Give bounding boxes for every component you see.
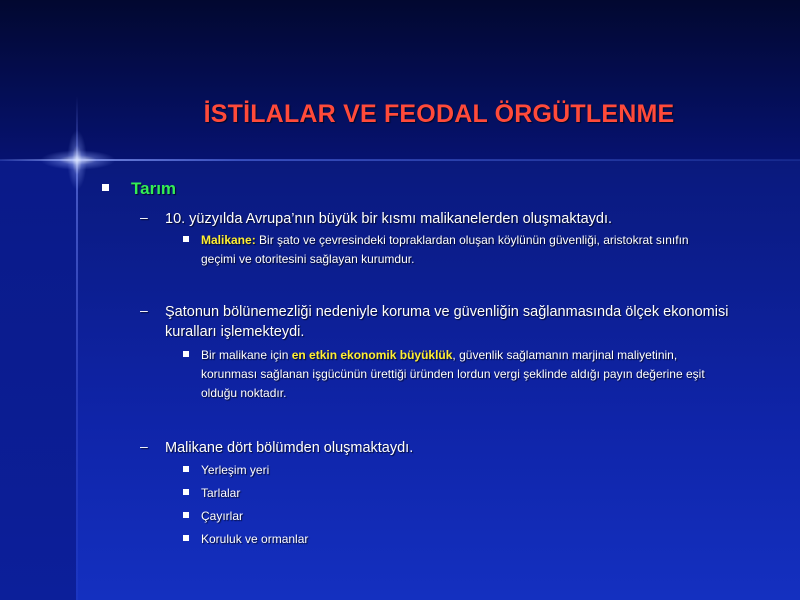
highlight-term: en etkin ekonomik büyüklük (291, 348, 453, 362)
bullet-square-icon (183, 535, 189, 541)
list-item: Tarlalar (201, 486, 241, 500)
dash-icon: – (140, 438, 148, 454)
section1-text: 10. yüzyılda Avrupa’nın büyük bir kısmı malikanelerden oluşmaktaydı. (165, 211, 613, 227)
bullet-square-icon (183, 512, 189, 518)
dash-icon: – (140, 209, 148, 225)
list-item: Çayırlar (201, 509, 244, 523)
section3-text: Malikane dört bölümden oluşmaktaydı. (165, 440, 414, 456)
section2-line1: Şatonun bölünemezliği nedeniyle koruma ve güvenliğin sağlanmasında ölçek ekonomisi (165, 304, 729, 320)
level1-heading: Tarım (131, 179, 177, 198)
bullet-square-icon (183, 236, 189, 242)
list-item: Yerleşim yeri (201, 463, 270, 477)
bullet-square-icon (183, 489, 189, 495)
section2-subitem-line3: olduğu noktadır. (201, 386, 287, 400)
section1-subitem-rest: Bir şato ve çevresindeki topraklardan oluşan köylünün güvenliği, aristokrat sınıfın (255, 233, 689, 247)
section2-subitem-pre: Bir malikane için (201, 348, 292, 362)
bullet-square-icon (183, 351, 189, 357)
dash-icon: – (140, 302, 148, 318)
slide-title: İSTİLALAR VE FEODAL ÖRGÜTLENME (203, 100, 675, 128)
highlight-term: Malikane: (201, 233, 256, 247)
section1-subitem-line1 (201, 231, 689, 250)
section2-subitem-rest: , güvenlik sağlamanın marjinal maliyetinin, (452, 348, 678, 362)
list-item: Koruluk ve ormanlar (201, 532, 309, 546)
section2-subitem-line2: korunması sağlanan işgücünün ürettiği üründen lordun vergi şeklinde aldığı payın değerine eşit (201, 367, 705, 381)
section2-subitem-line1 (201, 346, 677, 365)
bullet-square-icon (102, 184, 109, 191)
section2-line2: kuralları işlemekteydi. (165, 324, 305, 340)
bullet-square-icon (183, 466, 189, 472)
section1-subitem-line2: geçimi ve otoritesini sağlayan kurumdur. (201, 252, 415, 266)
